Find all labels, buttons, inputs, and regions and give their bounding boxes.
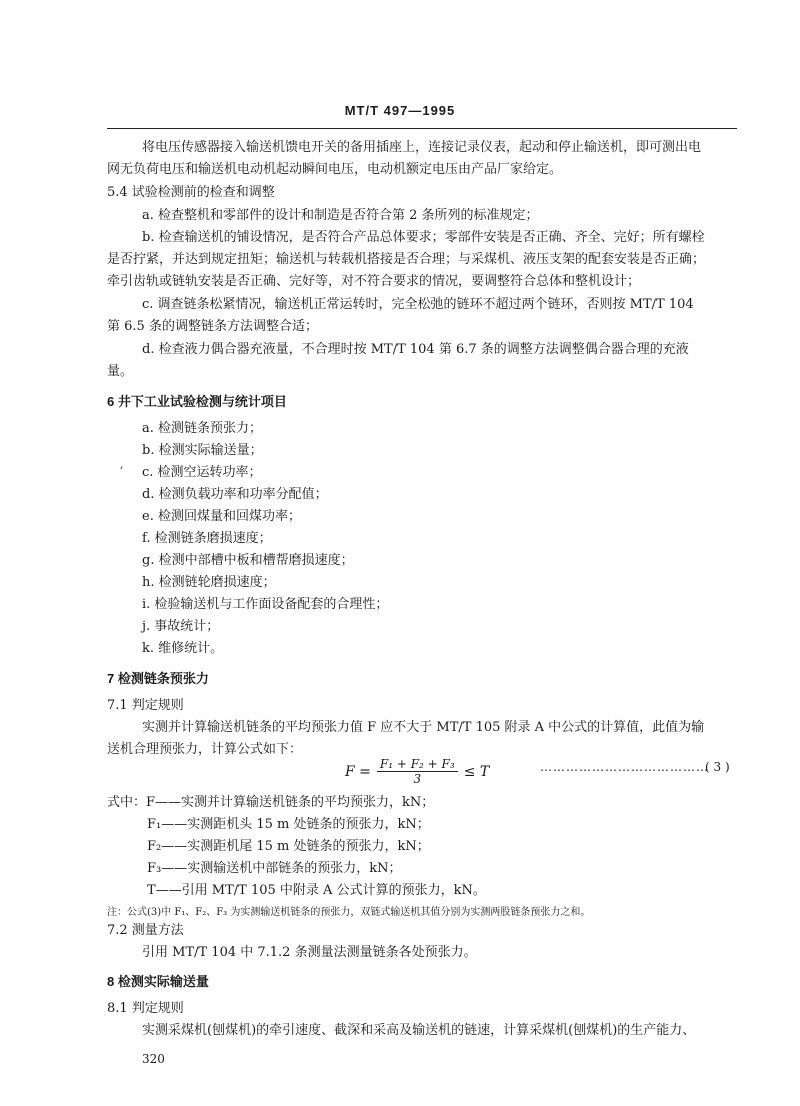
p-5-4-c1: c. 调查链条松紧情况，输送机正常运转时，完全松弛的链环不超过两个链环，否则按 MT/T 104 xyxy=(142,297,694,312)
p-intro-2: 网无负荷电压和输送机电动机起动瞬间电压，电动机额定电压由产品厂家给定。 xyxy=(107,162,563,177)
p-6-b: b. 检测实际输送量； xyxy=(142,443,263,458)
p-5-4-d2: 量。 xyxy=(107,364,134,379)
p-6-j: j. 事故统计； xyxy=(142,619,220,634)
p-6-i: i. 检验输送机与工作面设备配套的合理性； xyxy=(142,597,389,612)
formula-rhs: ≤ T xyxy=(463,763,490,780)
p-6-a: a. 检测链条预张力； xyxy=(142,421,263,436)
p-7-1-2: 送机合理预张力，计算公式如下： xyxy=(107,742,303,757)
p-where: 式中：F——实测并计算输送机链条的平均预张力，kN； xyxy=(107,795,435,810)
p-5-4-c2: 第 6.5 条的调整链条方法调整合适； xyxy=(107,319,318,334)
p-5-4-b2: 是否拧紧，并达到规定扭矩；输送机与转载机搭接是否合理；与采煤机、液压支架的配套安装是否正确； xyxy=(107,252,706,267)
p-5-4-a: a. 检查整机和零部件的设计和制造是否符合第 2 条所列的标准规定； xyxy=(142,208,539,223)
p-8-1: 实测采煤机(刨煤机)的牵引速度、截深和采高及输送机的链速，计算采煤机(刨煤机)的生产能力、 xyxy=(142,1023,696,1038)
h-7-1: 7.1 判定规则 xyxy=(107,698,184,713)
p-note: 注：公式(3)中 F₁、F₂、F₃ 为实测输送机链条的预张力，双链式输送机其值分别为实测两股链条预张力之和。 xyxy=(107,907,591,918)
p-f1: F₁——实测距机头 15 m 处链条的预张力，kN； xyxy=(147,817,430,832)
h-7-2: 7.2 测量方法 xyxy=(107,923,184,938)
h-8: 8 检测实际输送量 xyxy=(107,974,209,989)
p-7-2: 引用 MT/T 104 中 7.1.2 条测量法测量链条各处预张力。 xyxy=(142,945,477,960)
p-6-g: g. 检测中部槽中板和槽帮磨损速度； xyxy=(142,553,354,568)
formula-number: ( 3 ) xyxy=(705,760,730,774)
p-6-e: e. 检测回煤量和回煤功率； xyxy=(142,509,301,524)
formula-fraction xyxy=(377,757,458,786)
p-6-h: h. 检测链轮磨损速度； xyxy=(142,575,276,590)
h-6: 6 井下工业试验检测与统计项目 xyxy=(107,394,287,409)
p-5-4-d1: d. 检查液力偶合器充液量，不合理时按 MT/T 104 第 6.7 条的调整方法调整偶合器合理的充液 xyxy=(142,342,689,357)
p-f3: F₃——实测输送机中部链条的预张力，kN； xyxy=(147,861,402,876)
p-5-4-b3: 牵引齿轨或链轨安装是否正确、完好等，对不符合要求的情况，要调整符合总体和整机设计； xyxy=(107,274,641,289)
p-6-c: c. 检测空运转功率； xyxy=(142,465,262,480)
h-8-1: 8.1 判定规则 xyxy=(107,1001,184,1016)
formula-leader-dots: ………………………………… xyxy=(540,760,709,774)
header-rule xyxy=(107,128,737,129)
p-6-d: d. 检测负载功率和功率分配值； xyxy=(142,487,328,502)
stray-mark: , xyxy=(120,458,124,471)
p-f2: F₂——实测距机尾 15 m 处链条的预张力，kN； xyxy=(147,839,430,854)
formula-lhs: F = xyxy=(345,763,371,780)
p-7-1-1: 实测并计算输送机链条的平均预张力值 F 应不大于 MT/T 105 附录 A 中公式的计算值，此值为输 xyxy=(142,720,705,735)
page-number: 320 xyxy=(142,1052,165,1066)
p-6-f: f. 检测链条磨损速度； xyxy=(142,531,272,546)
formula-denominator: 3 xyxy=(413,772,422,786)
p-6-k: k. 维修统计。 xyxy=(142,641,224,656)
h-5-4: 5.4 试验检测前的检查和调整 xyxy=(107,185,275,200)
h-7: 7 检测链条预张力 xyxy=(107,671,209,686)
p-5-4-b1: b. 检查输送机的铺设情况，是否符合产品总体要求；零部件安装是否正确、齐全、完好；所有螺栓 xyxy=(142,230,705,245)
page-header: MT/T 497—1995 xyxy=(344,103,456,118)
formula-3 xyxy=(345,757,489,786)
p-intro-1: 将电压传感器接入输送机馈电开关的备用插座上，连接记录仪表，起动和停止输送机，即可测出电 xyxy=(142,140,702,155)
p-t: T——引用 MT/T 105 中附录 A 公式计算的预张力，kN。 xyxy=(147,883,486,898)
formula-numerator: F₁ + F₂ + F₃ xyxy=(377,757,458,772)
